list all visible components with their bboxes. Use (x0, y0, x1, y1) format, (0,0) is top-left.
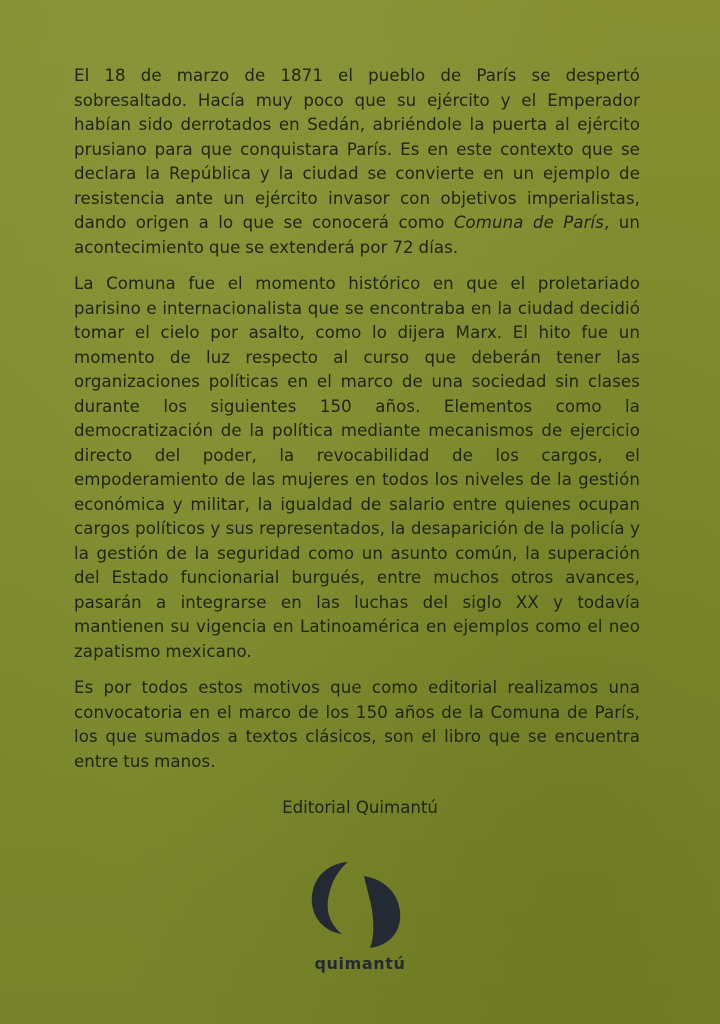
paragraph-1 (74, 64, 640, 260)
paragraph-1-italic-title: Comuna de París (453, 213, 605, 232)
synopsis-text (74, 64, 640, 786)
paragraph-1-end: , un acontecimiento que se extenderá por 72 días. (74, 213, 641, 257)
publisher-signature: Editorial Quimantú (282, 798, 438, 817)
quimantu-logo-graphic (308, 858, 408, 954)
paragraph-3: Es por todos estos motivos que como editorial realizamos una convocatoria en el marco de los 150 años de la Comuna de París, los que sumados a textos clásicos, son el libro que se encuentra entre tus manos. (74, 678, 640, 771)
paragraph-2: La Comuna fue el momento histórico en que el proletariado parisino e internacionalista que se encontraba en la ciudad decidió tomar el cielo por asalto, como lo dijera Marx. El hito fue un momento de luz respecto al curso que deberán tener las organizaciones políticas en el marco de una sociedad sin clases durante los siguientes 150 años. Elementos como la democratización de la política mediante mecanismos de ejercicio directo del poder, la revocabilidad de los cargos, el empoderamiento de las mujeres en todos los niveles de la gestión económica y militar, la igualdad de salario entre quienes ocupan cargos políticos y sus representados, la desaparición de la policía y la gestión de la seguridad como un asunto común, la superación del Estado funcionarial burgués, entre muchos otros avances, pasarán a integrarse en las luchas del siglo XX y todavía mantienen su vigencia en Latinoamérica en ejemplos como el neo zapatismo mexicano. (74, 274, 640, 661)
paragraph-1-start: El 18 de marzo de 1871 el pueblo de París se despertó sobresaltado. Hacía muy poco que su ejército y el Emperador habían sido derrotados en Sedán, abriéndole la puerta al ejército prusiano para que conquistara París. Es en este contexto que se declara la República y la ciudad se convierte en un ejemplo de resistencia ante un ejército invasor con objetivos imperialistas, dando origen a lo que se conocerá como (74, 66, 640, 232)
quimantu-logo-icon (308, 858, 408, 954)
brand-wordmark: quimantú (314, 954, 406, 973)
logo-left-crescent (312, 862, 348, 934)
logo-right-shape (364, 876, 400, 948)
